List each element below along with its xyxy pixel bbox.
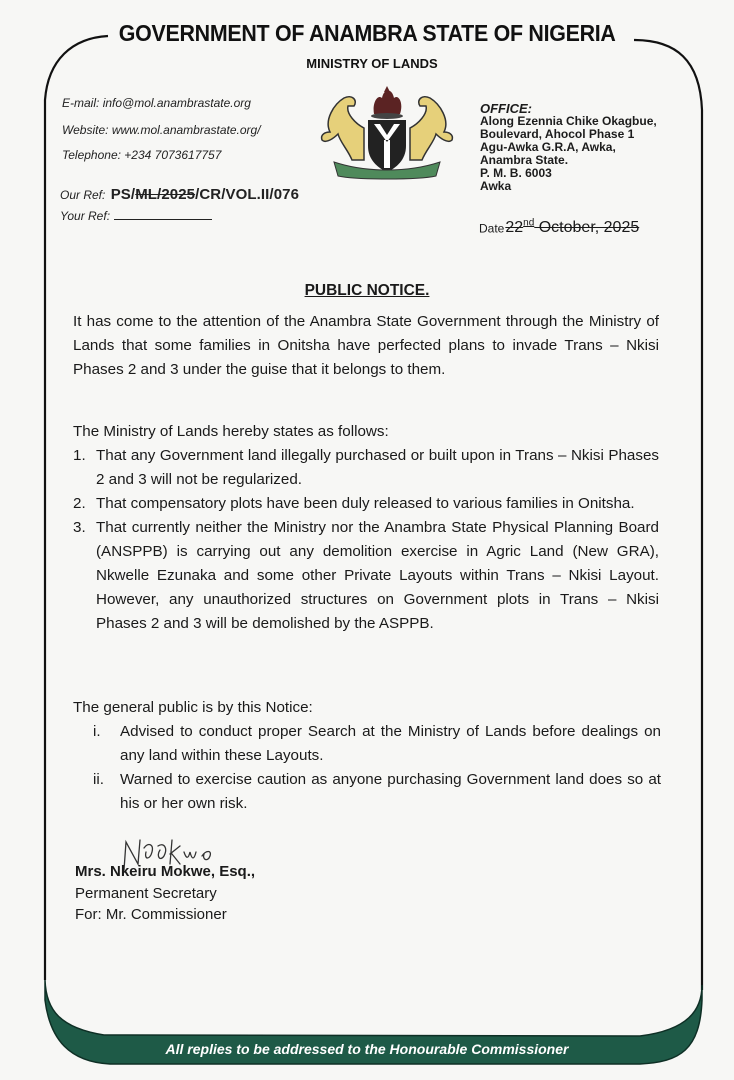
coat-of-arms-icon: [312, 84, 462, 184]
advisory-text: Advised to conduct proper Search at the Ministry of Lands before dealings on any land within these Layouts.: [120, 723, 661, 764]
statement-number: 3.: [73, 519, 86, 536]
office-line: Awka: [480, 179, 512, 193]
advisory-item: [95, 720, 661, 768]
office-address: [480, 102, 657, 193]
statements-intro: The Ministry of Lands hereby states as follows:: [73, 423, 389, 440]
email-label: E-mail:: [62, 96, 100, 110]
office-line: Boulevard, Ahocol Phase 1: [480, 127, 635, 141]
advisory-number: i.: [93, 723, 101, 740]
email-address: info@mol.anambrastate.org: [102, 96, 251, 110]
statement-text: That any Government land illegally purchased or built upon in Trans – Nkisi Phases 2 and 3 will not be regularized.: [96, 447, 659, 488]
notice-title: PUBLIC NOTICE.: [304, 282, 430, 299]
office-line: P. M. B. 6003: [480, 166, 552, 180]
date-label: Date: [479, 221, 505, 236]
date-value: 22nd October, 2025: [505, 218, 640, 237]
your-ref-blank: [114, 209, 212, 220]
signatory-name: Mrs. Nkeiru Mokwe, Esq.,: [75, 863, 256, 880]
signatory-title: Permanent Secretary: [75, 885, 217, 902]
our-ref: [60, 186, 299, 203]
statements-list: [73, 444, 659, 636]
telephone-number: +234 7073617757: [124, 148, 222, 162]
your-ref-label: Your Ref:: [60, 209, 111, 223]
office-line: Anambra State.: [480, 153, 569, 167]
website-url: www.mol.anambrastate.org/: [111, 123, 261, 137]
ministry-name: MINISTRY OF LANDS: [306, 56, 438, 71]
telephone-label: Telephone:: [62, 148, 121, 162]
advisory-number: ii.: [93, 771, 104, 788]
website-label: Website:: [62, 123, 109, 137]
letter-date: [479, 218, 639, 237]
advisory-item: [95, 768, 661, 816]
our-ref-label: Our Ref:: [60, 188, 106, 202]
office-line: Agu-Awka G.R.A, Awka,: [480, 140, 616, 154]
email-line: [62, 96, 251, 110]
statement-number: 1.: [73, 447, 86, 464]
statement-item: [73, 444, 659, 492]
office-heading: OFFICE:: [480, 101, 532, 116]
statement-item: [73, 492, 659, 516]
advisories-list: [95, 720, 661, 816]
signatory-for: For: Mr. Commissioner: [75, 906, 227, 923]
statement-text: That currently neither the Ministry nor the Anambra State Physical Planning Board (ANSPPB) is carrying out any demolition exercise in Agric Land (New GRA), Nkwelle Ezunaka and some other Private Layouts within Trans – Nkisi Layout. However, any unauthorized structures on Government plots in Trans – Nkisi Phases 2 and 3 will be demolished by the ASPPB.: [96, 519, 659, 632]
advisory-text: Warned to exercise caution as anyone purchasing Government land does so at his or her own risk.: [120, 771, 661, 812]
public-intro: The general public is by this Notice:: [73, 699, 313, 716]
office-line: Along Ezennia Chike Okagbue,: [480, 114, 657, 128]
our-ref-value: PS/ML/2025/CR/VOL.II/076: [110, 186, 300, 203]
your-ref: [60, 209, 212, 223]
telephone-line: [62, 148, 221, 162]
footer-note: All replies to be addressed to the Honourable Commissioner: [165, 1041, 569, 1057]
website-line: [62, 123, 261, 137]
statement-item: [73, 516, 659, 636]
statement-text: That compensatory plots have been duly released to various families in Onitsha.: [96, 495, 635, 512]
statement-number: 2.: [73, 495, 86, 512]
notice-intro: It has come to the attention of the Anambra State Government through the Ministry of Lands that some families in Onitsha have perfected plans to invade Trans – Nkisi Phases 2 and 3 under the guise that it belongs to them.: [73, 313, 659, 378]
government-title: GOVERNMENT OF ANAMBRA STATE OF NIGERIA: [118, 20, 616, 46]
